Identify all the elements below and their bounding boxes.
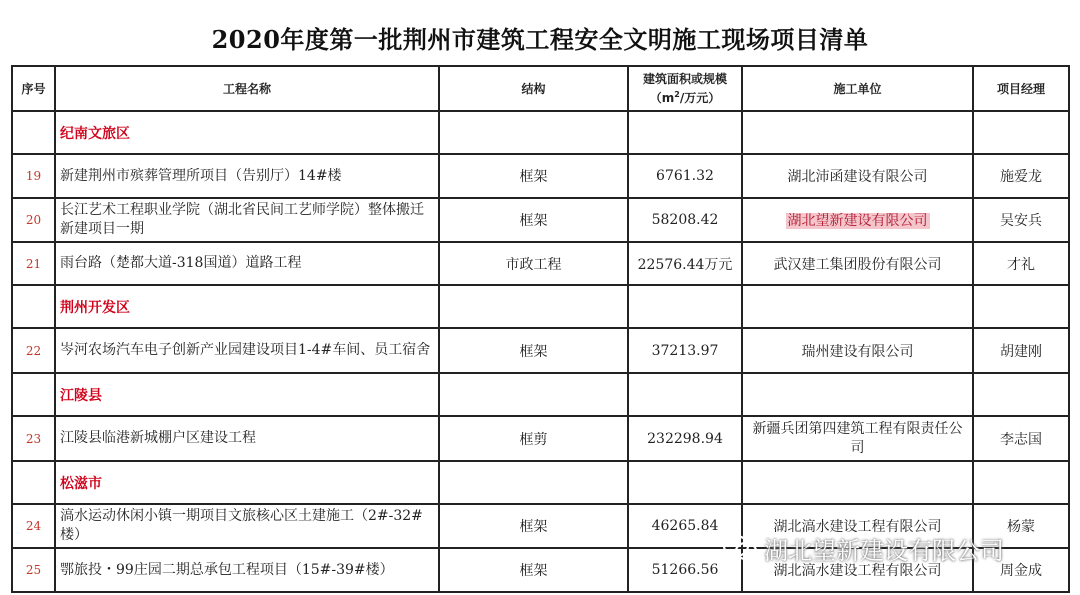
row-name: 滈水运动休闲小镇一期项目文旅核心区土建施工（2#-32#楼）: [55, 504, 439, 548]
row-name: 江陵县临港新城棚户区建设工程: [55, 416, 439, 461]
row-area: 58208.42: [628, 198, 742, 242]
row-contractor: 瑞州建设有限公司: [742, 328, 973, 373]
row-seq: 21: [12, 242, 55, 285]
row-manager: 胡建刚: [973, 328, 1069, 373]
header-row: [12, 66, 1069, 111]
row-seq: 25: [12, 548, 55, 592]
header-structure: 结构: [439, 66, 628, 111]
row-name: 新建荆州市殡葬管理所项目（告别厅）14#楼: [55, 154, 439, 198]
watermark-text: 湖北望新建设有限公司: [764, 536, 1004, 565]
table-row: [12, 154, 1069, 198]
row-contractor: 新疆兵团第四建筑工程有限责任公司: [742, 416, 973, 461]
row-area: 46265.84: [628, 504, 742, 548]
row-structure: 框架: [439, 504, 628, 548]
row-area: 37213.97: [628, 328, 742, 373]
district-row: [12, 461, 1069, 504]
row-seq: 24: [12, 504, 55, 548]
row-area: 51266.56: [628, 548, 742, 592]
row-seq: 19: [12, 154, 55, 198]
row-contractor: 湖北滈水建设工程有限公司: [742, 504, 973, 548]
watermark: [722, 530, 1004, 566]
header-manager: 项目经理: [973, 66, 1069, 111]
table-row: [12, 328, 1069, 373]
page-title: 2020年度第一批荆州市建筑工程安全文明施工现场项目清单: [211, 25, 869, 54]
header-area-line2-post: /万元）: [679, 91, 721, 105]
table-row: [12, 416, 1069, 461]
row-contractor: 湖北沛函建设有限公司: [742, 154, 973, 198]
row-contractor: 武汉建工集团股份有限公司: [742, 242, 973, 285]
row-seq: 23: [12, 416, 55, 461]
header-area-line1: 建筑面积或规模: [642, 72, 727, 86]
row-manager: 杨蒙: [973, 504, 1069, 548]
row-name: 岑河农场汽车电子创新产业园建设项目1-4#车间、员工宿舍: [55, 328, 439, 373]
highlighted-contractor: 湖北望新建设有限公司: [787, 213, 928, 229]
project-table: [11, 65, 1070, 593]
district-row: [12, 285, 1069, 328]
district-label: 荆州开发区: [55, 285, 439, 328]
row-manager: 才礼: [973, 242, 1069, 285]
row-contractor: 湖北滈水建设工程有限公司: [742, 548, 973, 592]
district-label: 纪南文旅区: [55, 111, 439, 154]
row-name: 雨台路（楚都大道-318国道）道路工程: [55, 242, 439, 285]
row-structure: 框剪: [439, 416, 628, 461]
header-area-sup: 2: [674, 90, 680, 99]
row-manager: 李志国: [973, 416, 1069, 461]
header-name: 工程名称: [55, 66, 439, 111]
row-structure: 框架: [439, 198, 628, 242]
district-row: [12, 373, 1069, 416]
row-seq: 22: [12, 328, 55, 373]
row-name: 鄂旅投・99庄园二期总承包工程项目（15#-39#楼）: [55, 548, 439, 592]
row-structure: 市政工程: [439, 242, 628, 285]
row-seq: 20: [12, 198, 55, 242]
district-label: 江陵县: [55, 373, 439, 416]
district-label: 松滋市: [55, 461, 439, 504]
row-structure: 框架: [439, 548, 628, 592]
table-row: [12, 242, 1069, 285]
table-row: [12, 198, 1069, 242]
header-contractor: 施工单位: [742, 66, 973, 111]
row-name: 长江艺术工程职业学院（湖北省民间工艺师学院）整体搬迁新建项目一期: [55, 198, 439, 242]
row-area: 6761.32: [628, 154, 742, 198]
header-seq: 序号: [12, 66, 55, 111]
row-contractor-cell: [742, 198, 973, 242]
district-row: [12, 111, 1069, 154]
row-manager: 施爱龙: [973, 154, 1069, 198]
row-area: 22576.44万元: [628, 242, 742, 285]
header-area-line2-pre: （m: [649, 91, 675, 105]
header-area: [628, 66, 742, 111]
wechat-icon: [722, 534, 758, 562]
row-manager: 周金成: [973, 548, 1069, 592]
row-area: 232298.94: [628, 416, 742, 461]
row-manager: 吴安兵: [973, 198, 1069, 242]
row-structure: 框架: [439, 154, 628, 198]
row-structure: 框架: [439, 328, 628, 373]
